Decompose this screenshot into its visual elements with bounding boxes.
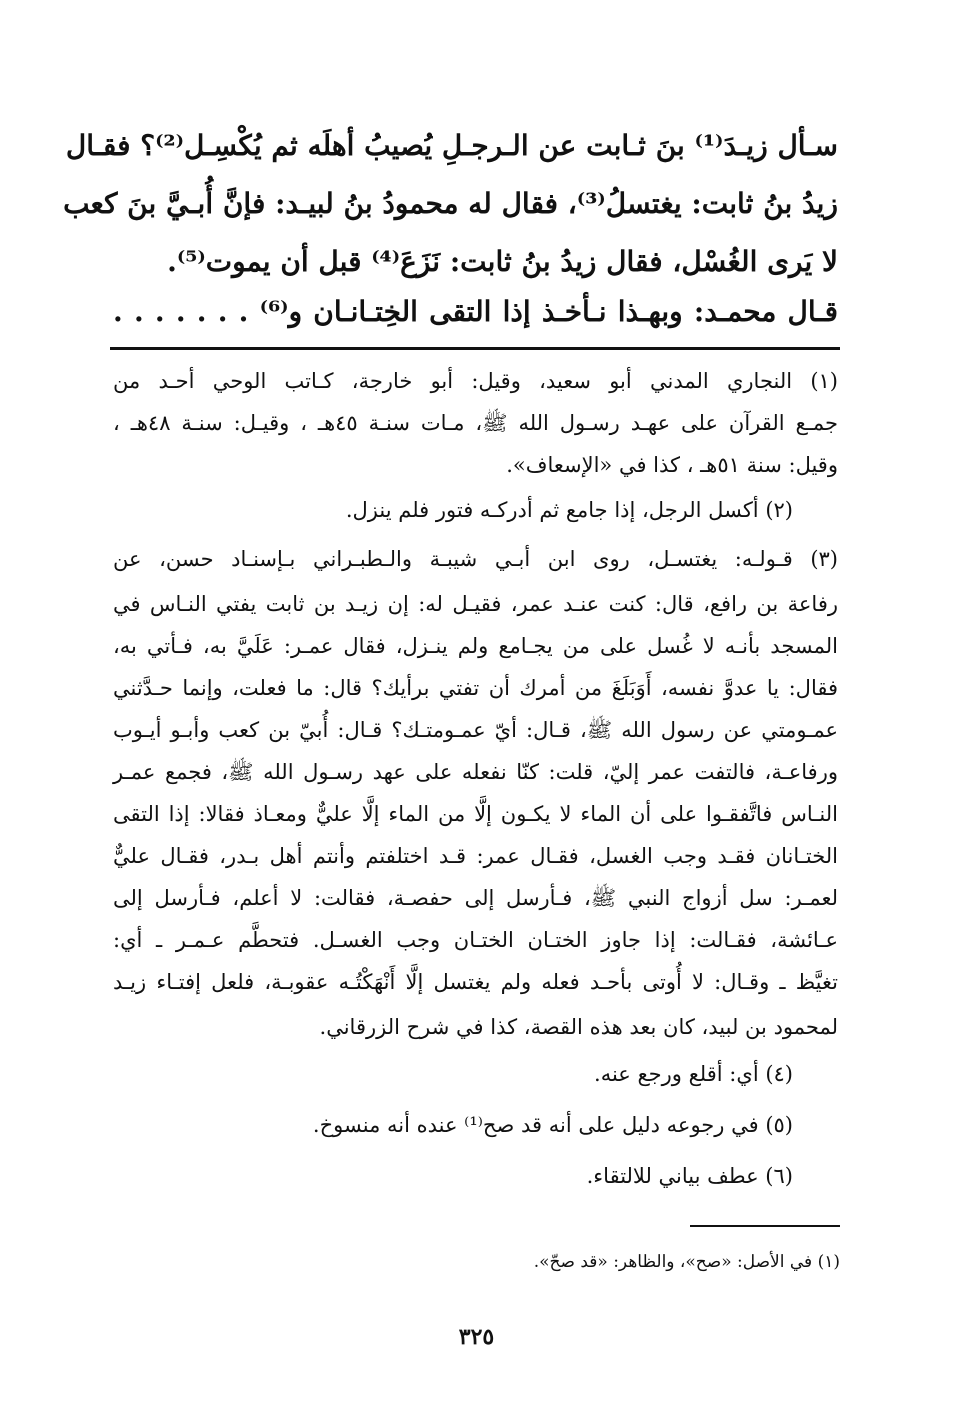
footnote-line: (٢) أكسل الرجل، إذا جامع ثم أدركـه فتور فلم ينزل. xyxy=(345,498,793,522)
footnote-line: جمـع القرآن على عهـد رسـول الله ﷺ، مـات سنـة ٤٥هـ ، وقيـل: سنـة ٤٨هـ ، xyxy=(113,411,838,435)
footnote-line: تغيَّظ ـ وقـال: لا أُوتى بأحـد فعله ولم يغتسل إلَّا أَنْهَكْتُـه عقوبـة، فلعل إفتـاء زيـد xyxy=(113,970,838,994)
main-text-line: سـأل زيـدَ⁽¹⁾ بنَ ثـابت عن الـرجـلِ يُصيبُ أهلَه ثم يُكْسِـل⁽²⁾؟ فقـال xyxy=(65,129,838,162)
footnote-line: عـائشة، فقـالت: إذا جاوز الختـان الختـان وجب الغسـل. فتحطَّم عـمـر ـ أي: xyxy=(113,928,838,952)
main-text-line: لا يَرى الغُسْل، فقال زيدُ بنُ ثابت: نَزَعَ⁽⁴⁾ قبل أن يموت⁽⁵⁾. xyxy=(167,245,838,278)
footnote-line: لمحمود بن لبيد، كان بعد هذه القصة، كذا في شرح الزرقاني. xyxy=(319,1015,838,1039)
footnote-line: رفاعة بن رافع، قال: كنت عنـد عمر، فقيـل له: إن زيـد بن ثابت يفتي النـاس في xyxy=(113,592,838,616)
footnote-line: عمـومتي عن رسول الله ﷺ، قـال: أيّ عمـومتـك؟ قـال: أُبيّ بن كعب وأبـو أيـوب xyxy=(113,718,838,742)
footnote-separator xyxy=(110,347,840,350)
footnote-line: الختـانان فقـد وجب الغسل، فقـال عمر: قـد اختلفتم وأنتم أهل بـدر، فقـال عليٌّ xyxy=(113,844,838,868)
footnote-line: ورفاعـة، فالتفت عمر إليّ، قلت: كنّا نفعله على عهد رسـول الله ﷺ، فجمع عمـر xyxy=(113,760,838,784)
footnote-line: (١) النجاري المدني أبو سعيد، وقيل: أبو خارجة، كـاتب الوحي أحـد من xyxy=(113,369,838,393)
footnote-line: (٥) في رجوعه دليل على أنه قد صح⁽¹⁾ عنده أنه منسوخ. xyxy=(312,1113,793,1137)
main-text-line: زيدُ بنُ ثابت: يغتسلُ⁽³⁾، فقال له محمودُ بنُ لبيـد: فإنَّ أُبـيَّ بنَ كعب xyxy=(63,187,838,220)
editor-note: (١) في الأصل: «صح»، والظاهر: «قد صحّ». xyxy=(533,1252,840,1272)
page-number: ٣٢٥ xyxy=(458,1324,495,1350)
footnote-line: (٣) قـولـه: يغتسـل، روى ابن أبـي شيبـة والـطبـراني بـإسنـاد حسن، عن xyxy=(113,547,838,571)
editor-note-separator xyxy=(690,1225,840,1227)
footnote-line: وقيل: سنة ٥١هـ ، كذا في «الإسعاف». xyxy=(506,453,838,477)
footnote-line: المسجد بأنـه لا غُسل على من يجـامع ولم ينـزل، فقال عمـر: عَلَيَّ به، فـأتي به، xyxy=(113,634,838,658)
footnote-line: (٤) أي: أقلع ورجع عنه. xyxy=(594,1062,793,1086)
footnote-line: فقال: يا عدوَّ نفسه، أَوَبَلَغَ من أمرك أن تفتي برأيك؟ قال: ما فعلت، وإنما حـدَّثني xyxy=(113,676,838,700)
main-text-line: قـال محمـد: وبهـذا نـأخـذ إذا التقى الخِتـانـان و⁽⁶⁾ . . . . . . . xyxy=(113,295,839,328)
footnote-line: لعمـر: سل أزواج النبي ﷺ، فـأرسل إلى حفصـة، فقالت: لا أعلم، فـأرسل إلى xyxy=(113,886,838,910)
footnote-line: (٦) عطف بياني للالتقاء. xyxy=(586,1164,793,1188)
footnote-line: النـاس فاتَّفقـوا على أن الماء لا يكـون إلَّا من الماء إلَّا عليٌّ ومعـاذ فقالا: إذا التقى xyxy=(113,802,838,826)
